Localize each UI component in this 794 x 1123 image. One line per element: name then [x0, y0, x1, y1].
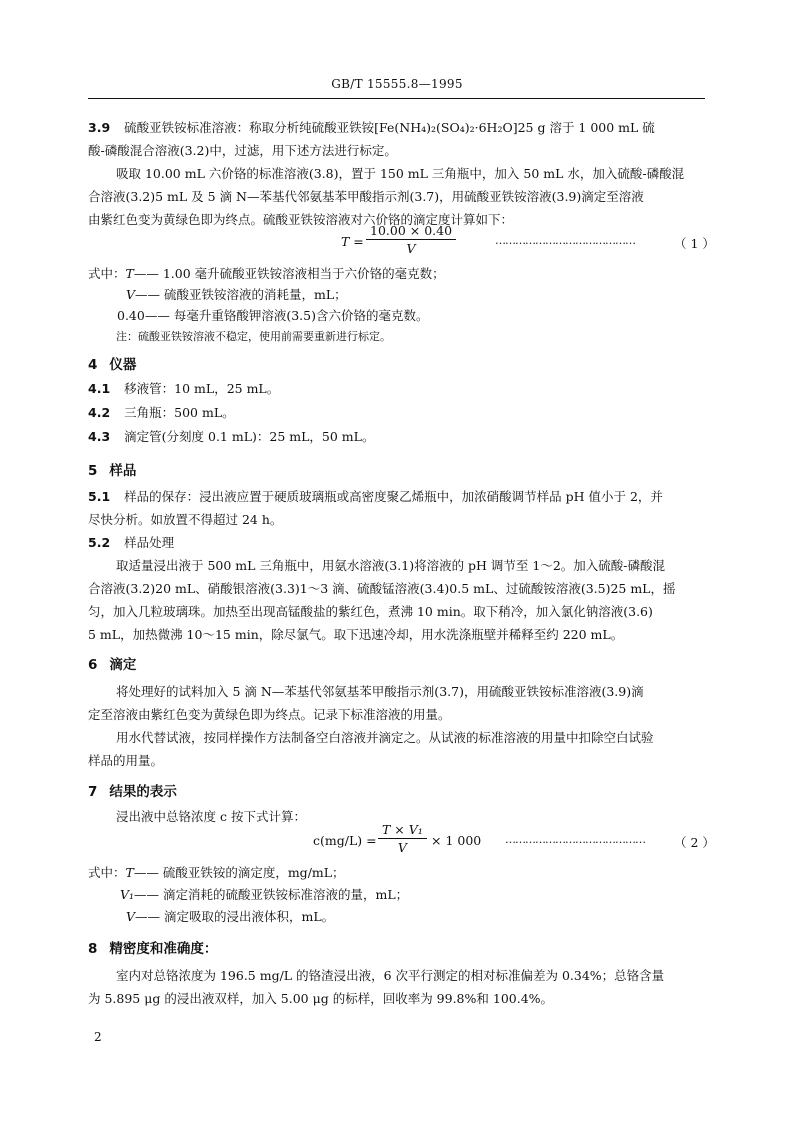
- where-prefix: 式中：: [88, 266, 126, 281]
- formula-2-number: （ 2 ）: [674, 835, 715, 850]
- symbol-desc: —— 滴定消耗的硫酸亚铁铵标准溶液的量，mL；: [134, 887, 409, 902]
- symbol-desc: —— 硫酸亚铁铵的滴定度，mg/mL；: [133, 865, 345, 880]
- formula-2-denominator: V: [397, 840, 407, 855]
- section-title: 样品处理: [124, 535, 175, 550]
- where-1-const: [117, 306, 428, 324]
- section-5-1-line-1: [88, 487, 663, 505]
- section-number: 4.2: [88, 405, 111, 420]
- paragraph-line: 为 5.895 μg 的浸出液双样，加入 5.00 μg 的标样，回收率为 99.8%和 100.4%。: [88, 991, 554, 1006]
- symbol-V: V: [126, 909, 136, 924]
- symbol-const: 0.40: [117, 308, 145, 323]
- item-text: 滴定管(分刻度 0.1 mL)：25 mL，50 mL。: [124, 429, 375, 444]
- section-4-3: [88, 427, 374, 445]
- formula-2-fraction: [378, 822, 427, 855]
- paragraph-line: 由紫红色变为黄绿色即为终点。硫酸亚铁铵溶液对六价铬的滴定度计算如下：: [88, 212, 514, 227]
- symbol-T: T: [125, 266, 134, 281]
- header-rule: [88, 98, 705, 99]
- paragraph-line: 5 mL，加热微沸 10～15 min，除尽氯气。取下迅速冷却，用水洗涤瓶壁并稀释至约 220 mL。: [88, 627, 624, 642]
- where-2-V1: [120, 885, 408, 903]
- paragraph-line: 匀，加入几粒玻璃珠。加热至出现高锰酸盐的紫红色，煮沸 10 min。取下稍冷，加入氯化钠溶液(3.6): [88, 604, 653, 619]
- formula-2-numerator: T × V₁: [378, 822, 427, 839]
- section-number: 5.2: [88, 535, 111, 550]
- paragraph-line: 室内对总铬浓度为 196.5 mg/L 的铬渣浸出液，6 次平行测定的相对标准偏差为 0.34%；总铬含量: [116, 968, 665, 983]
- paragraph-line: 吸取 10.00 mL 六价铬的标准溶液(3.8)，置于 150 mL 三角瓶中，加入 50 mL 水，加入硫酸-磷酸混: [116, 166, 685, 181]
- section-number: 6: [88, 657, 98, 673]
- where-1-V: [126, 285, 347, 303]
- section-title: 样品: [109, 463, 137, 479]
- item-text: 三角瓶：500 mL。: [124, 405, 235, 420]
- note: 注：硫酸亚铁铵溶液不稳定，使用前需要重新进行标定。: [116, 330, 391, 343]
- section-5-2-title: [88, 533, 174, 551]
- paragraph-line: 浸出液中总铬浓度 c 按下式计算：: [116, 809, 306, 824]
- section-text: 硫酸亚铁铵标准溶液：称取分析纯硫酸亚铁铵[Fe(NH₄)₂(SO₄)₂·6H₂O]25 g 溶于 1 000 mL 硫: [124, 120, 655, 135]
- formula-1-lhs: T =: [341, 234, 364, 249]
- section-6-title: [88, 653, 136, 673]
- section-text: 样品的保存：浸出液应置于硬质玻璃瓶或高密度聚乙烯瓶中，加浓硝酸调节样品 pH 值小于 2，并: [124, 489, 663, 504]
- section-title: 结果的表示: [109, 784, 177, 800]
- formula-1-numerator: 10.00 × 0.40: [366, 223, 456, 240]
- section-3-9-line-2: 酸-磷酸混合溶液(3.2)中，过滤，用下述方法进行标定。: [88, 143, 397, 158]
- symbol-T: T: [125, 865, 134, 880]
- formula-1-leader-dots: ……………………………………: [495, 234, 635, 247]
- section-number: 8: [88, 941, 98, 957]
- paragraph-line: 将处理好的试料加入 5 滴 N—苯基代邻氨基苯甲酸指示剂(3.7)，用硫酸亚铁铵标准溶液(3.9)滴: [116, 684, 644, 699]
- where-2-T: [88, 863, 345, 881]
- symbol-desc: —— 每毫升重铬酸钾溶液(3.5)含六价铬的毫克数。: [144, 308, 429, 323]
- where-prefix: 式中：: [88, 865, 126, 880]
- symbol-V: V: [126, 287, 136, 302]
- paragraph-line: 定至溶液由紫红色变为黄绿色即为终点。记录下标准溶液的用量。: [88, 707, 451, 722]
- section-3-9-line-1: [88, 118, 655, 136]
- symbol-desc: —— 1.00 毫升硫酸亚铁铵溶液相当于六价铬的毫克数；: [133, 266, 445, 281]
- formula-2-lhs: c(mg/L) =: [313, 833, 377, 848]
- page-number: 2: [94, 1030, 102, 1044]
- paragraph-line: 合溶液(3.2)20 mL、硝酸银溶液(3.3)1～3 滴、硫酸锰溶液(3.4)0.5 mL、过硫酸铵溶液(3.5)25 mL，摇: [88, 581, 676, 596]
- formula-1-denominator: V: [406, 241, 416, 256]
- paragraph-line: 取适量浸出液于 500 mL 三角瓶中，用氨水溶液(3.1)将溶液的 pH 调节至 1～2。加入硫酸-磷酸混: [116, 558, 666, 573]
- section-title: 滴定: [109, 657, 137, 673]
- section-8-title: [88, 937, 217, 957]
- symbol-V1: V₁: [120, 887, 135, 902]
- formula-1-number: （ 1 ）: [674, 236, 715, 251]
- section-number: 3.9: [88, 120, 111, 135]
- where-2-V: [126, 907, 334, 925]
- formula-2-tail: × 1 000: [431, 833, 482, 848]
- section-title: 仪器: [109, 357, 137, 373]
- section-number: 4: [88, 357, 98, 373]
- section-number: 4.3: [88, 429, 111, 444]
- section-title: 精密度和准确度：: [109, 941, 218, 957]
- item-text: 移液管：10 mL，25 mL。: [124, 381, 280, 396]
- symbol-desc: —— 硫酸亚铁铵溶液的消耗量，mL；: [135, 287, 347, 302]
- symbol-desc: —— 滴定吸取的浸出液体积，mL。: [135, 909, 335, 924]
- page-header: GB/T 15555.8—1995: [331, 77, 463, 91]
- section-4-1: [88, 379, 279, 397]
- section-5-1-line-2: 尽快分析。如放置不得超过 24 h。: [88, 512, 283, 527]
- paragraph-line: 合溶液(3.2)5 mL 及 5 滴 N—苯基代邻氨基苯甲酸指示剂(3.7)，用硫酸亚铁铵溶液(3.9)滴定至溶液: [88, 189, 644, 204]
- section-number: 4.1: [88, 381, 111, 396]
- section-7-title: [88, 780, 177, 800]
- section-number: 7: [88, 784, 98, 800]
- section-5-title: [88, 459, 136, 479]
- paragraph-line: 样品的用量。: [88, 753, 164, 768]
- section-4-title: [88, 353, 136, 373]
- formula-1-fraction: [366, 223, 456, 256]
- where-1-T: [88, 264, 445, 282]
- section-number: 5: [88, 463, 98, 479]
- section-number: 5.1: [88, 489, 111, 504]
- section-4-2: [88, 403, 235, 421]
- formula-2-leader-dots: ……………………………………: [505, 833, 645, 846]
- paragraph-line: 用水代替试液，按同样操作方法制备空白溶液并滴定之。从试液的标准溶液的用量中扣除空白试验: [116, 730, 654, 745]
